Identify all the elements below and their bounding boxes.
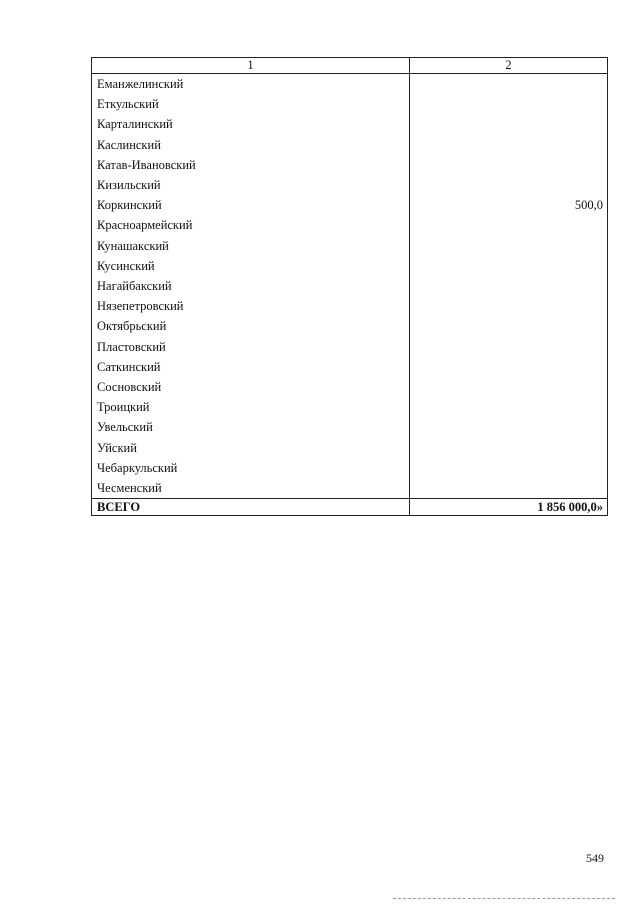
district-value: [410, 135, 608, 155]
table-body: [92, 74, 608, 516]
district-name: Красноармейский: [92, 215, 410, 235]
table-row: [92, 94, 608, 114]
district-name: Троицкий: [92, 397, 410, 417]
total-row: [92, 499, 608, 516]
district-name: Нагайбакский: [92, 276, 410, 296]
district-name: Октябрьский: [92, 316, 410, 336]
district-name: Кунашакский: [92, 236, 410, 256]
district-name: Еткульский: [92, 94, 410, 114]
district-value: 500,0: [410, 195, 608, 215]
district-name: Коркинский: [92, 195, 410, 215]
district-value: [410, 114, 608, 134]
total-label: ВСЕГО: [92, 499, 410, 516]
district-value: [410, 256, 608, 276]
district-value: [410, 377, 608, 397]
district-value: [410, 175, 608, 195]
district-name: Кизильский: [92, 175, 410, 195]
table-row: [92, 357, 608, 377]
bottom-rule: [393, 898, 615, 899]
district-value: [410, 316, 608, 336]
district-value: [410, 417, 608, 437]
table-row: [92, 236, 608, 256]
total-value: 1 856 000,0»: [410, 499, 608, 516]
table-row: [92, 337, 608, 357]
table-row: [92, 478, 608, 499]
table-row: [92, 417, 608, 437]
table-row: [92, 256, 608, 276]
district-value: [410, 236, 608, 256]
table-row: [92, 316, 608, 336]
district-name: Чебаркульский: [92, 458, 410, 478]
district-name: Уйский: [92, 438, 410, 458]
district-value: [410, 438, 608, 458]
district-name: Пластовский: [92, 337, 410, 357]
table-row: [92, 397, 608, 417]
district-name: Кусинский: [92, 256, 410, 276]
district-name: Каслинский: [92, 135, 410, 155]
district-table: [91, 57, 608, 516]
table-row: [92, 135, 608, 155]
district-value: [410, 337, 608, 357]
header-row: [92, 58, 608, 74]
column-header-1: 1: [92, 58, 410, 74]
page-number: 549: [586, 851, 604, 865]
district-name: Увельский: [92, 417, 410, 437]
table-row: [92, 215, 608, 235]
table-row: [92, 114, 608, 134]
district-value: [410, 94, 608, 114]
district-name: Сосновский: [92, 377, 410, 397]
table-row: [92, 377, 608, 397]
table-row: [92, 296, 608, 316]
district-value: [410, 458, 608, 478]
district-name: Саткинский: [92, 357, 410, 377]
district-value: [410, 215, 608, 235]
table-row: [92, 458, 608, 478]
district-value: [410, 478, 608, 499]
district-name: Нязепетровский: [92, 296, 410, 316]
column-header-2: 2: [410, 58, 608, 74]
district-value: [410, 155, 608, 175]
district-value: [410, 276, 608, 296]
district-value: [410, 296, 608, 316]
table-row: [92, 175, 608, 195]
district-value: [410, 74, 608, 95]
table-row: [92, 155, 608, 175]
table-row: [92, 276, 608, 296]
district-value: [410, 397, 608, 417]
district-value: [410, 357, 608, 377]
table-row: [92, 74, 608, 95]
table-row: [92, 195, 608, 215]
table-row: [92, 438, 608, 458]
district-name: Катав-Ивановский: [92, 155, 410, 175]
district-name: Карталинский: [92, 114, 410, 134]
district-name: Еманжелинский: [92, 74, 410, 95]
district-name: Чесменский: [92, 478, 410, 499]
